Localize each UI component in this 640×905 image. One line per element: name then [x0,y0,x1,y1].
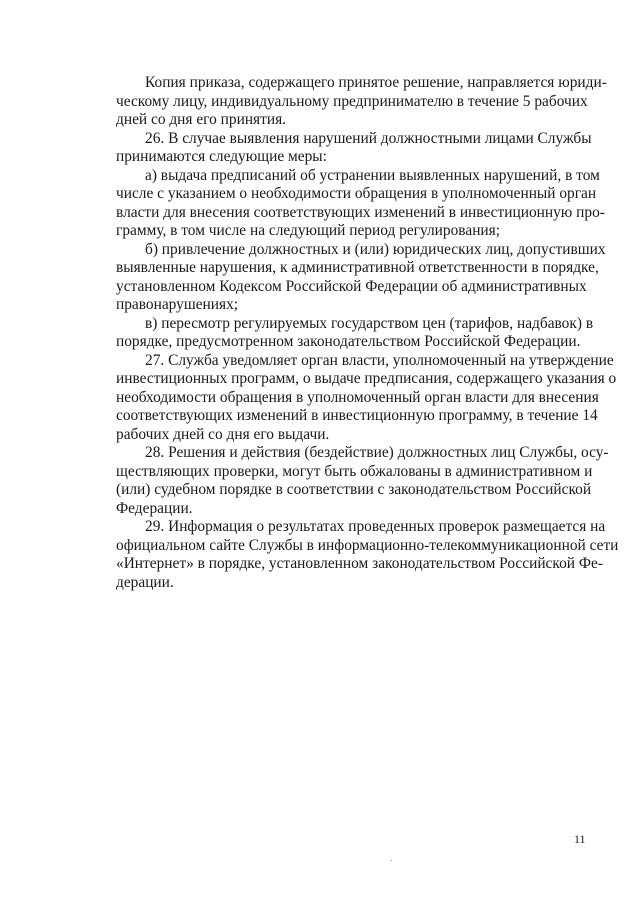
text-line: соответствующих изменений в инвестиционную программу, в течение 14 [116,407,598,424]
text-line: Федерации. [116,499,193,517]
text-line: 27. Служба уведомляет орган власти, уполномоченный на утверждение [145,351,614,369]
text-line: «Интернет» в порядке, установленном законодательством Российской Фе- [116,555,603,572]
paragraph-28 [116,444,609,518]
document-body [116,74,619,592]
paragraph-27 [116,351,617,445]
paragraph-26 [116,129,592,167]
text-line: ществляющих проверки, могут быть обжалованы в административном и [116,462,593,480]
text-line: установленном Кодексом Российской Федерации об административных [116,277,587,295]
text-line: рабочих дней со дня его выдачи. [116,425,330,443]
scan-speck [391,860,392,861]
text-line: принимаются следующие меры: [116,148,327,165]
text-line: а) выдача предписаний об устранении выявленных нарушений, в том [145,166,600,184]
text-line: дерации. [116,573,174,591]
paragraph-copy-of-order [116,74,607,130]
text-line: ческому лицу, индивидуальному предпринимателю в течение 5 рабочих [116,92,588,110]
text-line: (или) судебном порядке в соответствии с законодательством Российской [116,481,592,498]
text-line: правонарушениях; [116,296,239,313]
text-line: порядке, предусмотренном законодательством Российской Федерации. [116,333,581,350]
text-line: 28. Решения и действия (бездействие) должностных лиц Службы, осу- [145,444,609,461]
paragraph-26-b [116,240,606,315]
text-line: официальном сайте Службы в информационно-телекоммуникационной сети [116,536,619,554]
text-line: власти для внесения соответствующих изменений в инвестиционную про- [116,203,605,221]
text-line: б) привлечение должностных и (или) юридических лиц, допустивших [145,240,606,258]
text-line: грамму, в том числе на следующий период регулирования; [116,222,501,239]
text-line: необходимости обращения в уполномоченный орган власти для внесения [116,388,599,406]
page-number: 11 [574,832,586,846]
text-line: в) пересмотр регулируемых государством цен (тарифов, надбавок) в [145,314,594,332]
text-line: Копия приказа, содержащего принятое решение, направляется юриди- [145,74,607,91]
paragraph-26-v [116,314,594,352]
text-line: 29. Информация о результатах проведенных проверок размещается на [145,518,606,535]
text-line: выявленные нарушения, к административной ответственности в порядке, [116,259,599,276]
text-line: инвестиционных программ, о выдаче предписания, содержащего указания о [116,370,617,387]
paragraph-29 [116,518,619,592]
text-line: числе с указанием о необходимости обращения в уполномоченный орган [116,185,597,202]
text-line: 26. В случае выявления нарушений должностными лицами Службы [145,129,592,147]
paragraph-26-a [116,166,605,241]
text-line: дней со дня его принятия. [116,111,287,128]
